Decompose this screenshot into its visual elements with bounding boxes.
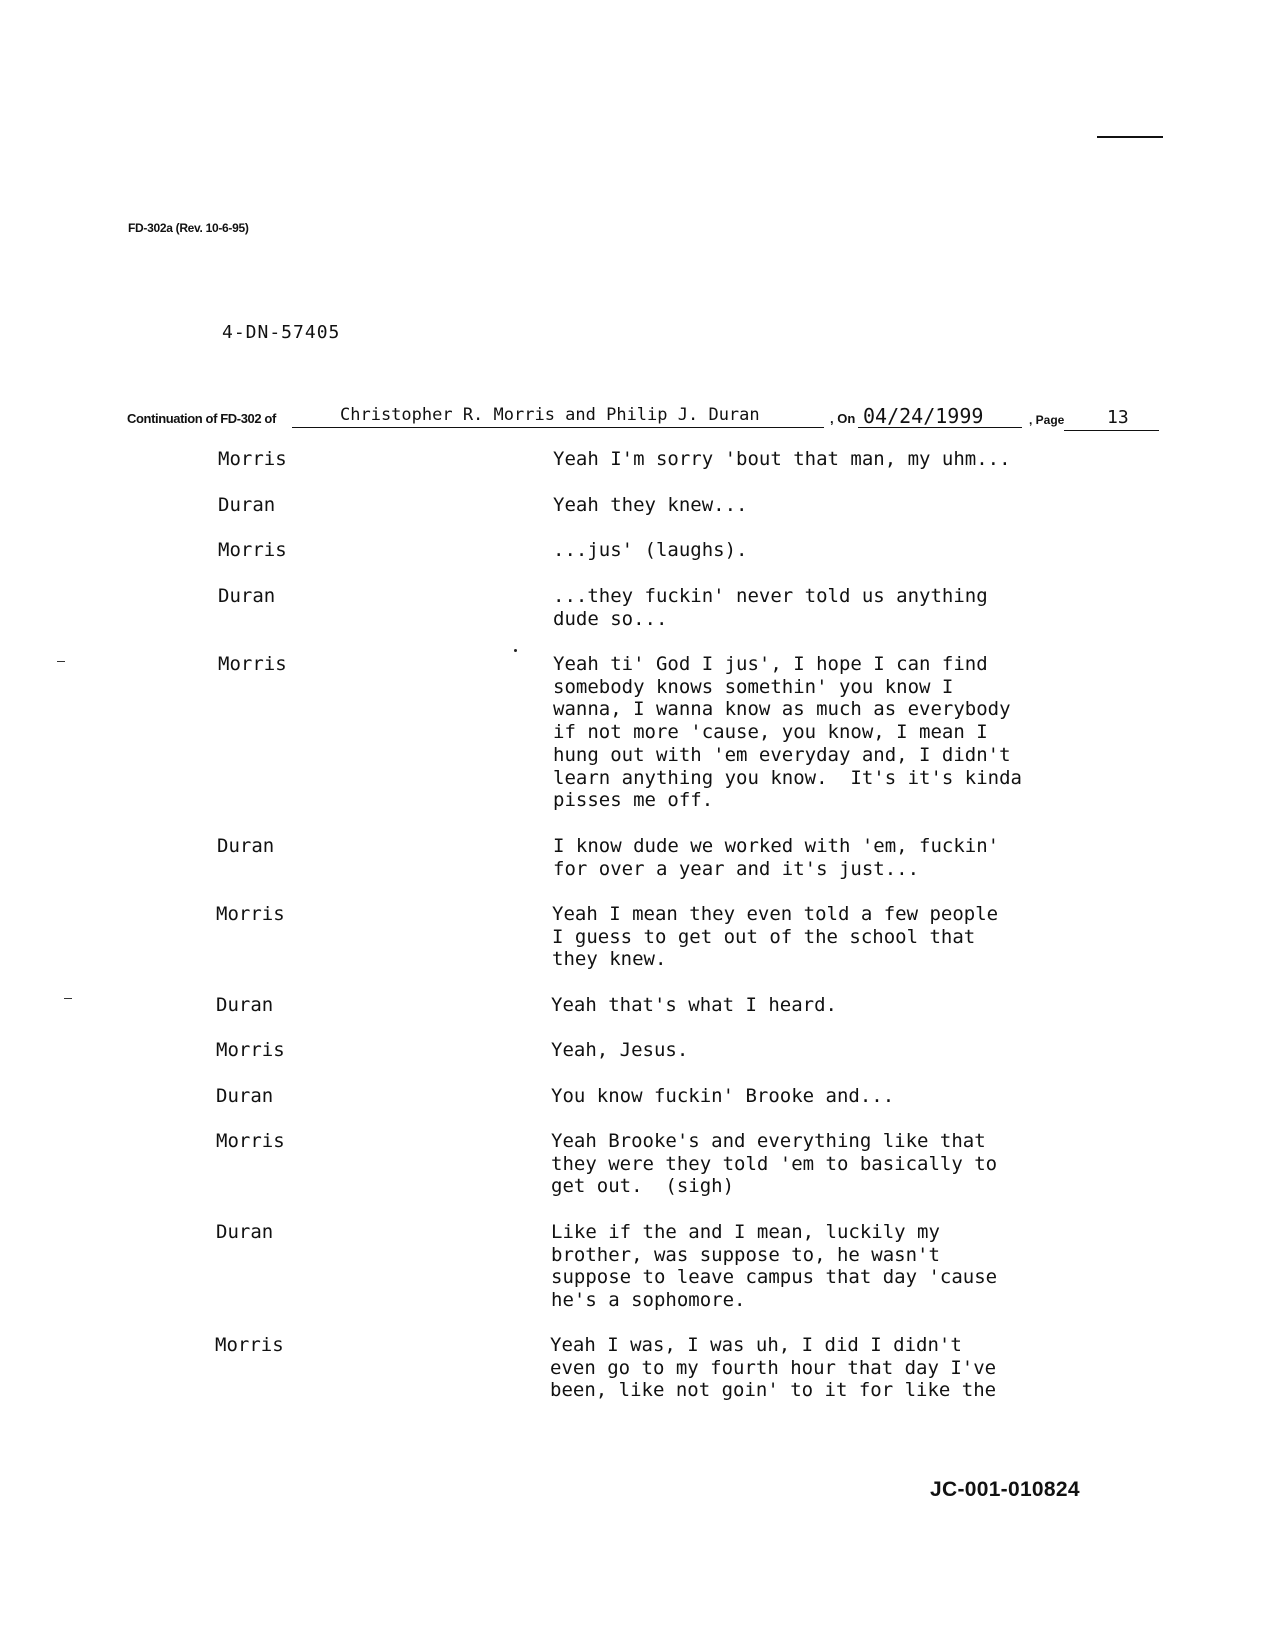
speaker-name: Morris bbox=[218, 653, 287, 675]
utterance-text: Yeah Brooke's and everything like that they were they told 'em to basically to get out. (sigh) bbox=[551, 1130, 998, 1198]
speaker-name: Duran bbox=[217, 835, 275, 857]
utterance-text: I know dude we worked with 'em, fuckin' for over a year and it's just... bbox=[553, 835, 1000, 880]
utterance-text: Yeah I mean they even told a few people I guess to get out of the school that they knew. bbox=[552, 903, 999, 971]
page-label: , Page bbox=[1029, 413, 1065, 427]
utterance-text: ...jus' (laughs). bbox=[553, 539, 748, 561]
margin-mark bbox=[57, 661, 65, 662]
continuation-label: Continuation of FD-302 of bbox=[127, 411, 276, 426]
utterance-text: You know fuckin' Brooke and... bbox=[551, 1085, 895, 1107]
utterance-text: Yeah that's what I heard. bbox=[551, 994, 837, 1016]
page-underline bbox=[1064, 430, 1159, 431]
bates-number: JC-001-010824 bbox=[930, 1478, 1080, 1501]
form-identifier: FD-302a (Rev. 10-6-95) bbox=[128, 221, 249, 235]
utterance-text: Yeah ti' God I jus', I hope I can find somebody knows somethin' you know I wanna, I wanna know as much as everybody if not more 'cause, you know, I mean I hung out with 'em everyday and, I didn't learn anything you know. It's it's kinda pisses me off. bbox=[553, 653, 1022, 812]
scan-speck bbox=[514, 649, 517, 652]
margin-mark bbox=[64, 998, 72, 999]
speaker-name: Morris bbox=[216, 1039, 285, 1061]
speaker-name: Duran bbox=[216, 1221, 274, 1243]
speaker-name: Morris bbox=[218, 448, 287, 470]
utterance-text: Yeah I'm sorry 'bout that man, my uhm... bbox=[553, 448, 1011, 470]
speaker-name: Duran bbox=[218, 585, 276, 607]
on-label: , On bbox=[830, 411, 856, 426]
speaker-name: Duran bbox=[218, 494, 276, 516]
utterance-text: Yeah, Jesus. bbox=[551, 1039, 689, 1061]
subject-names: Christopher R. Morris and Philip J. Duran bbox=[340, 405, 760, 425]
page-number: 13 bbox=[1107, 407, 1129, 428]
utterance-text: Like if the and I mean, luckily my brother, was suppose to, he wasn't suppose to leave campus that day 'cause he's a sophomore. bbox=[551, 1221, 998, 1312]
top-right-rule bbox=[1097, 136, 1163, 138]
file-number: 4-DN-57405 bbox=[222, 322, 341, 343]
speaker-name: Morris bbox=[215, 1334, 284, 1356]
subject-underline bbox=[292, 427, 824, 428]
speaker-name: Duran bbox=[216, 1085, 274, 1107]
speaker-name: Morris bbox=[218, 539, 287, 561]
speaker-name: Duran bbox=[216, 994, 274, 1016]
utterance-text: ...they fuckin' never told us anything dude so... bbox=[553, 585, 988, 630]
speaker-name: Morris bbox=[216, 903, 285, 925]
interview-date: 04/24/1999 bbox=[863, 404, 984, 428]
speaker-name: Morris bbox=[216, 1130, 285, 1152]
utterance-text: Yeah I was, I was uh, I did I didn't even go to my fourth hour that day I've been, like not goin' to it for like the bbox=[550, 1334, 997, 1402]
utterance-text: Yeah they knew... bbox=[553, 494, 748, 516]
